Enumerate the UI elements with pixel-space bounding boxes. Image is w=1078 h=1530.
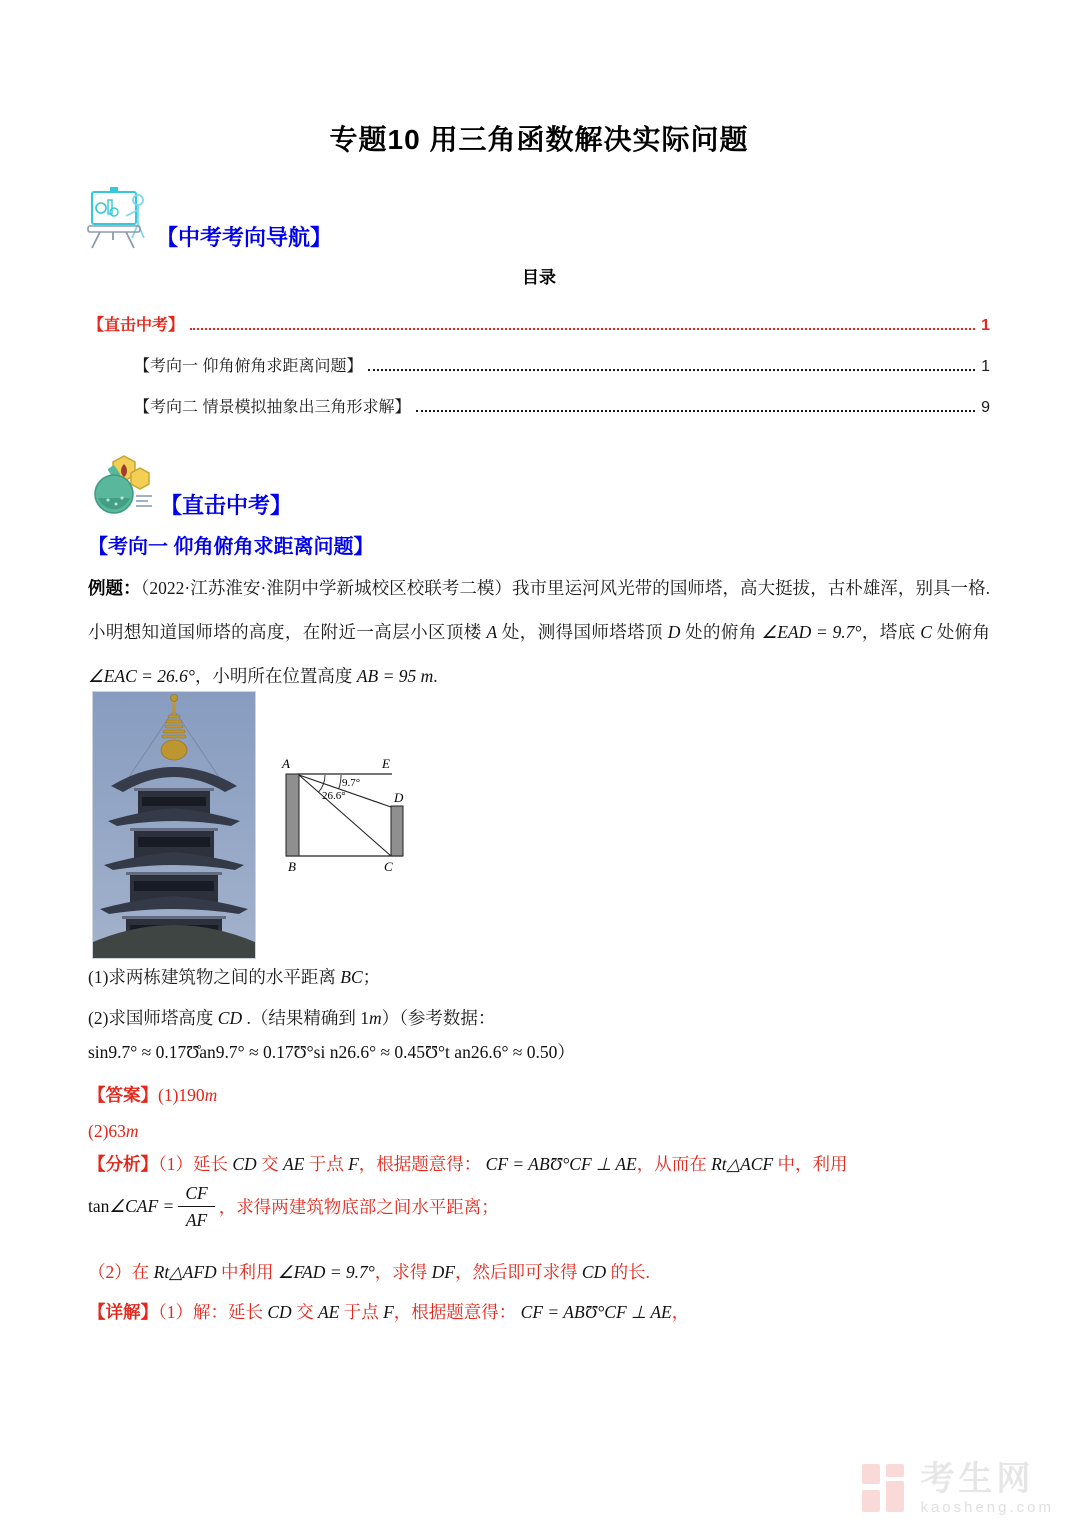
diagram-angle-top: 9.7° — [342, 777, 361, 789]
formula-tail: ，求得两建筑物底部之间水平距离； — [218, 1197, 499, 1217]
flask-icon — [90, 452, 154, 523]
watermark — [862, 1462, 1054, 1516]
analysis-formula-line — [88, 1182, 990, 1231]
diagram-label-B: B — [288, 859, 296, 874]
toc-dot-leader — [190, 328, 975, 330]
fraction-denominator: AF — [185, 1210, 208, 1230]
toc-page-number: 1 — [981, 317, 990, 334]
watermark-brand: 考生网 — [920, 1460, 1035, 1498]
toc-dot-leader — [416, 410, 975, 412]
toc-row-kaoxiang1[interactable] — [88, 337, 990, 378]
problem-statement: 例题：（2022·江苏淮安·淮阴中学新城校区校联考二模）我市里运河风光带的国师塔，高大挺拔，古朴雄浑，别具一格.小明想知道国师塔的高度，在附近一高层小区顶楼 A 处，测得国师塔塔顶 D 处的俯角 ∠EAD = 9.7°，塔底 C 处俯角 ∠EAC = 26.6°，小明所在位置高度 AB = 95 m. — [88, 578, 991, 686]
toc-label: 【考向二 情景模拟抽象出三角形求解】 — [134, 399, 411, 416]
watermark-domain: kaosheng.com — [920, 1499, 1054, 1516]
nav-heading: 【中考考向导航】 — [156, 225, 333, 250]
fraction-cf-af — [178, 1182, 214, 1231]
toc-dot-leader — [368, 369, 975, 371]
geometry-diagram — [270, 750, 430, 880]
toc-label: 【直击中考】 — [88, 317, 185, 334]
toc-page-number: 1 — [981, 358, 990, 375]
section-heading-zhiji: 【直击中考】 — [160, 493, 293, 518]
toc-row-kaoxiang2[interactable] — [88, 378, 990, 419]
subsection-heading-kaoxiang1: 【考向一 仰角俯角求距离问题】 — [88, 536, 374, 558]
answer-line-1: 【答案】(1)190m — [88, 1085, 218, 1105]
fraction-numerator: CF — [178, 1182, 214, 1207]
pagoda-photo — [93, 692, 255, 958]
analysis-line-1: 【分析】（1）延长 CD 交 AE 于点 F，根据题意得： CF = ABƱ°CF ⊥ AE，从而在 Rt△ACF 中，利用 — [88, 1154, 848, 1174]
presentation-board-icon — [86, 186, 152, 257]
toc-label: 【考向一 仰角俯角求距离问题】 — [134, 358, 363, 375]
reference-data: sin9.7° ≈ 0.17Ʊ̊an9.7° ≈ 0.17Ʊ°si n26.6° ≈ 0.45Ʊ°t an26.6° ≈ 0.50） — [88, 1042, 575, 1062]
toc-heading: 目录 — [522, 268, 556, 287]
diagram-label-A: A — [282, 756, 290, 771]
diagram-label-E: E — [382, 756, 390, 771]
answer-line-2: (2)63m — [88, 1121, 139, 1141]
analysis-line-2: （2）在 Rt△AFD 中利用 ∠FAD = 9.7°，求得 DF，然后即可求得 CD 的长. — [88, 1262, 650, 1282]
question-1: (1)求两栋建筑物之间的水平距离 BC； — [88, 967, 381, 987]
question-2: (2)求国师塔高度 CD .（结果精确到 1m）（参考数据： — [88, 1008, 496, 1028]
watermark-logo — [862, 1462, 908, 1514]
diagram-angle-bottom: 26.6° — [322, 790, 346, 802]
detail-line-1: 【详解】（1）解：延长 CD 交 AE 于点 F，根据题意得： CF = ABƱ°CF ⊥ AE， — [88, 1302, 690, 1322]
toc-row-zhiji[interactable] — [88, 296, 990, 337]
table-of-contents — [88, 296, 990, 419]
toc-page-number: 9 — [981, 399, 990, 416]
diagram-label-D: D — [394, 790, 404, 805]
page-title: 专题10 用三角函数解决实际问题 — [329, 124, 749, 155]
formula-lead: tan∠CAF = — [88, 1196, 175, 1216]
diagram-label-C: C — [384, 859, 393, 874]
